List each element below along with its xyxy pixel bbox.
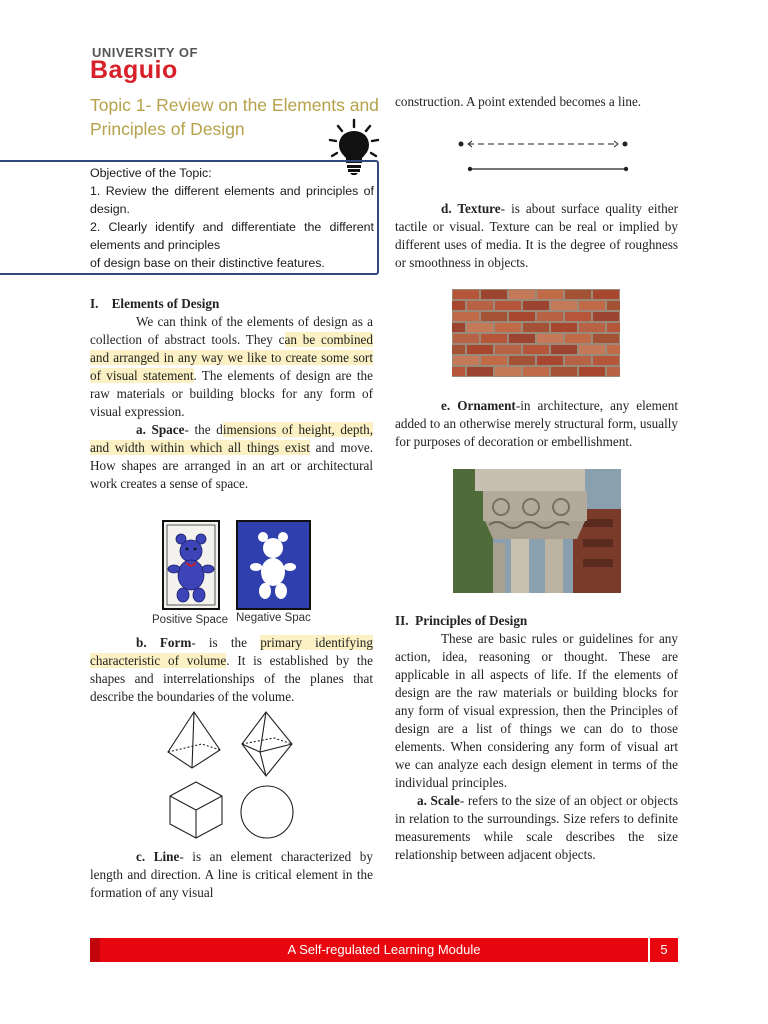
objective-item-2a: 2. Clearly identify and differentiate the different elements and principles — [90, 220, 374, 252]
brick — [565, 290, 591, 299]
brick — [607, 323, 620, 332]
space-label: a. Space — [136, 422, 185, 437]
texture-section — [395, 200, 678, 272]
elements-intro: We can think of the elements of design as a collection of abstract tools. They can be combined and arranged in any way we like to create some sort of visual statement. The elements of design are the raw materials or building blocks for any form of visual expression. — [90, 314, 373, 419]
brick — [452, 345, 465, 354]
brick — [537, 334, 563, 343]
brick — [551, 367, 577, 376]
ornament-paragraph: e. Ornament-in architecture, any element added to an otherwise merely structural form, usually for purposes of decoration or embellishment. — [395, 398, 678, 449]
page-number: 5 — [660, 942, 668, 957]
brick — [495, 323, 521, 332]
brick — [452, 367, 465, 376]
principles-heading-text: Principles of Design — [415, 613, 528, 628]
brick — [453, 312, 479, 321]
brick — [579, 323, 605, 332]
brick — [565, 356, 591, 365]
topic-title: Topic 1- Review on the Elements and Principles of Design — [90, 95, 379, 139]
scale-paragraph: a. Scale- refers to the size of an object or objects in relation to the surroundings. Size refers to definite measurements while scale describes the size relationship between adjacent objects. — [395, 793, 678, 862]
texture-label: d. Texture — [441, 201, 501, 216]
brick — [579, 345, 605, 354]
brick — [537, 312, 563, 321]
brick — [523, 345, 549, 354]
objective-text — [90, 164, 374, 272]
objective-item-1: 1. Review the different elements and principles of design. — [90, 184, 374, 216]
ornament-label: e. Ornament — [441, 398, 516, 413]
brick — [537, 290, 563, 299]
logo-university-of: UNIVERSITY OF — [92, 45, 198, 60]
brick — [551, 345, 577, 354]
form-shapes-image — [162, 708, 302, 848]
brick — [481, 334, 507, 343]
brick — [453, 356, 479, 365]
highlight: an be combined and arranged in any way we like to create some sort of visual statement — [90, 332, 373, 383]
brick — [565, 312, 591, 321]
elements-heading-number: I. — [90, 296, 99, 311]
principles-section — [395, 612, 678, 864]
form-label: b. Form — [136, 635, 192, 650]
brick — [607, 301, 620, 310]
line-continuation-text: construction. A point extended becomes a line. — [395, 94, 642, 109]
brick — [607, 367, 620, 376]
line-section — [90, 848, 373, 902]
brick — [452, 323, 465, 332]
brick — [453, 290, 479, 299]
positive-negative-space-image — [152, 519, 317, 629]
brick — [523, 301, 549, 310]
line-diagram-image — [456, 136, 631, 176]
brick — [551, 323, 577, 332]
caption-negative-space: Negative Spac — [236, 612, 311, 624]
brick — [551, 301, 577, 310]
brick — [467, 345, 493, 354]
brick — [523, 367, 549, 376]
brick — [452, 301, 465, 310]
brick-texture-image — [452, 289, 620, 377]
caption-positive-space: Positive Space — [152, 614, 229, 626]
brick — [565, 334, 591, 343]
brick — [467, 323, 493, 332]
elements-section — [90, 295, 373, 493]
brick — [537, 356, 563, 365]
brick — [467, 301, 493, 310]
brick — [495, 367, 521, 376]
brick — [579, 301, 605, 310]
brick — [453, 334, 479, 343]
brick — [509, 312, 535, 321]
principles-heading-number: II. — [395, 613, 409, 628]
objective-heading: Objective of the Topic: — [90, 166, 212, 180]
highlight: primary identifying characteristic of volume — [90, 635, 373, 668]
brick — [495, 301, 521, 310]
form-paragraph: b. Form- is the primary identifying characteristic of volume. It is established by the shapes and interrelationships of the planes that describe the boundaries of the volume. — [90, 635, 374, 704]
brick — [467, 367, 493, 376]
brick — [509, 356, 535, 365]
line-label: c. Line — [136, 849, 180, 864]
brick — [593, 290, 619, 299]
ornament-section — [395, 397, 678, 451]
principles-intro: These are basic rules or guidelines for any action, idea, reasoning or thought. These are applicable in all aspects of life. If the elements of design are the raw materials or building blocks for any form of visual expression, then the Principles of design are a list of things we can do to those elements. When considering any form of visual art we can analyze each design element in terms of the individual principles. — [395, 631, 678, 790]
footer-label: A Self-regulated Learning Module — [287, 942, 481, 957]
logo-baguio: Baguio — [90, 56, 178, 84]
brick — [481, 290, 507, 299]
objective-item-2b: of design base on their distinctive features. — [90, 256, 325, 270]
footer-edge — [90, 938, 100, 962]
line-paragraph: c. Line- is an element characterized by length and direction. A line is critical element in the formation of any visual — [90, 849, 373, 900]
elements-heading — [90, 295, 373, 313]
form-section — [90, 634, 373, 706]
footer-bar — [90, 938, 678, 962]
brick — [523, 323, 549, 332]
brick — [607, 345, 620, 354]
brick — [509, 334, 535, 343]
highlight: imensions of height, depth, and width within which all things exist — [90, 422, 374, 455]
brick — [509, 290, 535, 299]
brick — [481, 356, 507, 365]
texture-paragraph: d. Texture- is about surface quality either tactile or visual. Texture can be real or implied by different uses of media. It is the degree of roughness or smoothness in objects. — [395, 201, 678, 270]
brick — [593, 312, 619, 321]
brick — [593, 334, 619, 343]
brick — [495, 345, 521, 354]
scale-label: a. Scale — [417, 793, 460, 808]
brick — [579, 367, 605, 376]
ornament-column-image — [453, 469, 621, 593]
space-paragraph: a. Space- the dimensions of height, depth, and width within which all things exist and move. How shapes are arranged in an art or architectural work creates a sense of space. — [90, 422, 374, 491]
brick — [481, 312, 507, 321]
brick — [593, 356, 619, 365]
principles-heading — [395, 612, 678, 630]
line-continuation — [395, 93, 678, 111]
elements-heading-text: Elements of Design — [111, 296, 220, 311]
